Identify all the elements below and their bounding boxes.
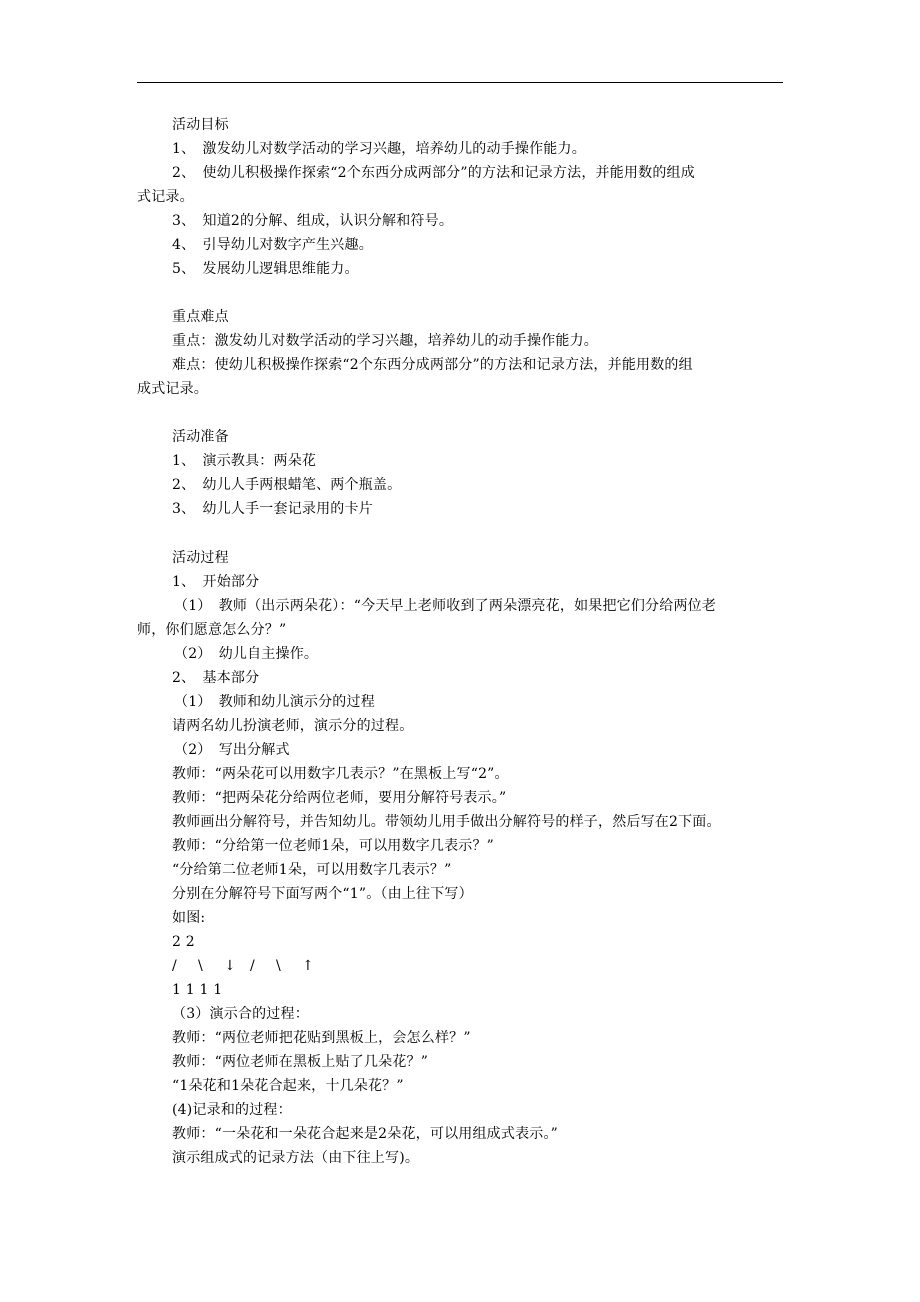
- section-title-prep: 活动准备: [172, 429, 229, 445]
- process-line: 1、 开始部分: [172, 574, 260, 590]
- process-line: 分别在分解符号下面写两个“1”。（由上往下写）: [172, 886, 473, 902]
- prep-item: 1、 演示教具：两朵花: [172, 453, 317, 469]
- arrow-up-icon: ↑: [302, 958, 314, 974]
- process-line: （2） 写出分解式: [174, 742, 290, 758]
- keypoint-line: 难点：使幼儿积极操作探索“2个东西分成两部分”的方法和记录方法，并能用数的组: [172, 357, 693, 373]
- process-line: 教师：“把两朵花分给两位老师，要用分解符号表示。”: [172, 790, 507, 806]
- arrow-down-icon: ↓: [224, 958, 236, 974]
- process-line: 教师：“两位老师在黑板上贴了几朵花？”: [172, 1054, 429, 1070]
- process-line: （1） 教师（出示两朵花）：“今天早上老师收到了两朵漂亮花，如果把它们分给两位老: [174, 598, 717, 614]
- diagram-numbers-top: 2 2: [172, 934, 195, 950]
- backslash-symbol: \: [276, 958, 281, 974]
- process-line: 教师：“两位老师把花贴到黑板上，会怎么样？”: [172, 1030, 471, 1046]
- decomposition-symbols: [172, 957, 328, 975]
- process-line: (4)记录和的过程：: [172, 1102, 292, 1118]
- section-title-goals: 活动目标: [172, 117, 229, 133]
- keypoint-line-continuation: 成式记录。: [137, 381, 208, 397]
- goal-item: 3、 知道2的分解、组成，认识分解和符号。: [172, 213, 454, 229]
- backslash-symbol: \: [198, 958, 203, 974]
- process-line: 教师：“分给第一位老师1朵，可以用数字几表示？”: [172, 838, 495, 854]
- section-title-keypoints: 重点难点: [172, 309, 229, 325]
- process-line: 如图:: [172, 910, 206, 926]
- prep-item: 3、 幼儿人手一套记录用的卡片: [172, 501, 373, 517]
- goal-item: 2、 使幼儿积极操作探索“2个东西分成两部分”的方法和记录方法，并能用数的组成: [172, 165, 695, 181]
- process-line: “1朵花和1朵花合起来，十几朵花？”: [172, 1078, 404, 1094]
- process-line: 2、 基本部分: [172, 670, 260, 686]
- diagram-numbers-bottom: 1 1 1 1: [172, 982, 223, 998]
- goal-item-continuation: 式记录。: [137, 189, 194, 205]
- process-line: 教师：“一朵花和一朵花合起来是2朵花，可以用组成式表示。”: [172, 1126, 559, 1142]
- process-line: 演示组成式的记录方法（由下往上写)。: [172, 1150, 420, 1166]
- process-line: （3）演示合的过程：: [172, 1006, 309, 1022]
- keypoint-line: 重点：激发幼儿对数学活动的学习兴趣，培养幼儿的动手操作能力。: [172, 333, 598, 349]
- slash-symbol: /: [172, 958, 177, 974]
- prep-item: 2、 幼儿人手两根蜡笔、两个瓶盖。: [172, 477, 402, 493]
- process-line: 教师：“两朵花可以用数字几表示？”在黑板上写“2”。: [172, 766, 509, 782]
- process-line: 请两名幼儿扮演老师，演示分的过程。: [172, 718, 414, 734]
- process-line: （1） 教师和幼儿演示分的过程: [174, 694, 375, 710]
- slash-symbol: /: [250, 958, 255, 974]
- header-rule: [137, 82, 783, 83]
- process-line: 教师画出分解符号，并告知幼儿。带领幼儿用手做出分解符号的样子，然后写在2下面。: [172, 814, 721, 830]
- goal-item: 5、 发展幼儿逻辑思维能力。: [172, 261, 359, 277]
- process-line-continuation: 师，你们愿意怎么分？”: [137, 622, 287, 638]
- goal-item: 1、 激发幼儿对数学活动的学习兴趣，培养幼儿的动手操作能力。: [172, 141, 586, 157]
- section-title-process: 活动过程: [172, 550, 229, 566]
- process-line: “分给第二位老师1朵，可以用数字几表示？”: [172, 862, 452, 878]
- goal-item: 4、 引导幼儿对数字产生兴趣。: [172, 237, 373, 253]
- process-line: （2） 幼儿自主操作。: [174, 646, 319, 662]
